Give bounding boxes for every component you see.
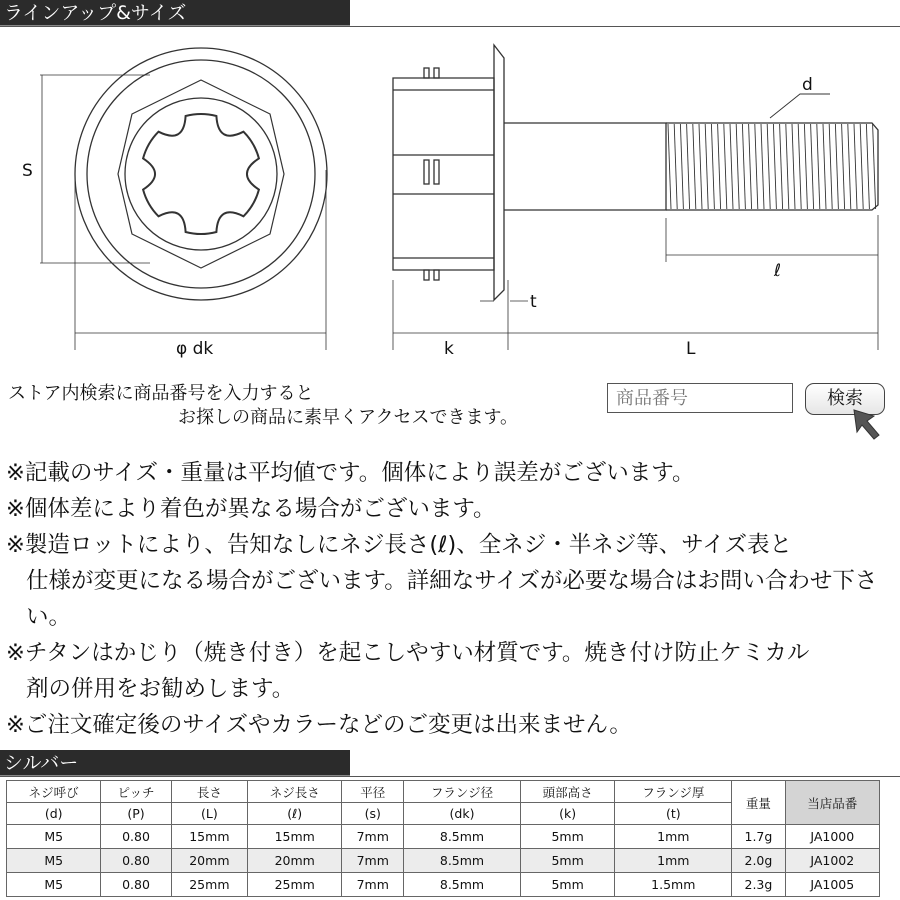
- note-item: ※個体差により着色が異なる場合がございます。: [6, 496, 496, 522]
- header-cell: (d): [7, 803, 101, 825]
- table-cell: 1.5mm: [615, 873, 732, 897]
- section-header-silver: [0, 750, 350, 776]
- thread-line: [786, 124, 789, 209]
- thread-line: [687, 124, 690, 209]
- table-cell: 5mm: [520, 849, 614, 873]
- table-cell: 8.5mm: [404, 873, 521, 897]
- table-cell: 5mm: [520, 873, 614, 897]
- header-cell: ネジ呼び: [7, 781, 101, 803]
- thread-line: [829, 124, 832, 209]
- table-cell: 8.5mm: [404, 825, 521, 849]
- thread-line: [848, 124, 851, 209]
- table-row: [7, 849, 880, 873]
- label-s: S: [22, 161, 33, 181]
- thread-line: [711, 124, 714, 209]
- notes-list: [6, 455, 896, 743]
- thread-line: [854, 124, 857, 209]
- table-cell: 0.80: [101, 849, 171, 873]
- header-cell: 重量: [732, 781, 785, 825]
- table-cell: M5: [7, 825, 101, 849]
- header-cell: (P): [101, 803, 171, 825]
- thread-line: [705, 124, 708, 209]
- divider: [0, 26, 900, 27]
- thread-line: [699, 124, 702, 209]
- table-cell: 0.80: [101, 825, 171, 849]
- thread-line: [749, 124, 752, 209]
- note-item: ※製造ロットにより、告知なしにネジ長さ(ℓ)、全ネジ・半ネジ等、サイズ表と 仕様が変更になる場合がございます。詳細なサイズが必要な場合はお問い合わせ下さい。: [6, 532, 878, 630]
- table-cell: JA1000: [785, 825, 879, 849]
- note-item: ※ご注文確定後のサイズやカラーなどのご変更は出来ません。: [6, 712, 632, 738]
- header-cell: フランジ径: [404, 781, 521, 803]
- search-button[interactable]: 検索: [805, 383, 885, 415]
- thread-line: [773, 124, 776, 209]
- bolt-head-front-view: [75, 48, 327, 300]
- header-cell: (k): [520, 803, 614, 825]
- note-item: ※チタンはかじり（焼き付き）を起こしやすい材質です。焼き付け防止ケミカル 剤の併用をお勧めします。: [6, 640, 810, 702]
- header-cell: 頭部高さ: [520, 781, 614, 803]
- search-hint-line1: ストア内検索に商品番号を入力すると: [8, 383, 314, 404]
- label-k: k: [444, 339, 454, 359]
- label-d: d: [802, 75, 813, 95]
- spec-table: [6, 780, 880, 897]
- table-cell: 7mm: [342, 873, 404, 897]
- section-title: シルバー: [4, 752, 79, 774]
- table-header-row-top: [7, 781, 880, 803]
- header-cell: フランジ厚: [615, 781, 732, 803]
- thread-line: [724, 124, 727, 209]
- table-cell: 25mm: [248, 873, 342, 897]
- thread-line: [792, 124, 795, 209]
- header-cell: 長さ: [171, 781, 247, 803]
- thread-line: [866, 124, 869, 209]
- thread-line: [693, 124, 696, 209]
- table-cell: JA1005: [785, 873, 879, 897]
- divider: [0, 776, 900, 777]
- thread-line: [742, 124, 745, 209]
- table-cell: M5: [7, 849, 101, 873]
- table-cell: 5mm: [520, 825, 614, 849]
- header-cell: (t): [615, 803, 732, 825]
- header-cell: ピッチ: [101, 781, 171, 803]
- search-hint: [8, 382, 518, 430]
- label-thread-length: ℓ: [774, 261, 782, 281]
- thread-line: [798, 124, 801, 209]
- section-header-lineup: [0, 0, 350, 26]
- thread-line: [767, 124, 770, 209]
- thread-line: [761, 124, 764, 209]
- table-cell: 8.5mm: [404, 849, 521, 873]
- section-title: ラインアップ&サイズ: [4, 2, 187, 24]
- table-cell: 20mm: [171, 849, 247, 873]
- thread-line: [873, 124, 876, 209]
- table-cell: 20mm: [248, 849, 342, 873]
- table-cell: 2.3g: [732, 873, 785, 897]
- table-cell: 15mm: [248, 825, 342, 849]
- product-number-input[interactable]: [607, 383, 793, 413]
- thread-line: [755, 124, 758, 209]
- note-item: ※記載のサイズ・重量は平均値です。個体により誤差がございます。: [6, 460, 695, 486]
- thread-line: [842, 124, 845, 209]
- table-cell: 2.0g: [732, 849, 785, 873]
- thread-line: [674, 124, 677, 209]
- table-cell: 25mm: [171, 873, 247, 897]
- thread-line: [860, 124, 863, 209]
- thread-line: [835, 124, 838, 209]
- thread-line: [730, 124, 733, 209]
- header-cell: (ℓ): [248, 803, 342, 825]
- table-cell: 1mm: [615, 825, 732, 849]
- header-cell: (dk): [404, 803, 521, 825]
- header-cell: (L): [171, 803, 247, 825]
- table-cell: 15mm: [171, 825, 247, 849]
- table-cell: 7mm: [342, 849, 404, 873]
- table-cell: M5: [7, 873, 101, 897]
- table-cell: 0.80: [101, 873, 171, 897]
- thread-line: [823, 124, 826, 209]
- thread-line: [804, 124, 807, 209]
- header-cell: 平径: [342, 781, 404, 803]
- thread-line: [817, 124, 820, 209]
- thread-line: [680, 124, 683, 209]
- bolt-dimension-diagram: [0, 30, 900, 360]
- table-row: [7, 873, 880, 897]
- header-cell: 当店品番: [785, 781, 879, 825]
- table-cell: 7mm: [342, 825, 404, 849]
- thread-line: [780, 124, 783, 209]
- label-t: t: [530, 292, 537, 312]
- search-hint-line2: お探しの商品に素早くアクセスできます。: [178, 407, 519, 428]
- table-cell: JA1002: [785, 849, 879, 873]
- cursor-arrow-icon: [852, 408, 892, 442]
- header-cell: (s): [342, 803, 404, 825]
- thread-line: [668, 124, 671, 209]
- label-dk: φ dk: [176, 339, 214, 359]
- header-cell: ネジ長さ: [248, 781, 342, 803]
- table-row: [7, 825, 880, 849]
- thread-line: [736, 124, 739, 209]
- thread-line: [811, 124, 814, 209]
- table-cell: 1mm: [615, 849, 732, 873]
- table-cell: 1.7g: [732, 825, 785, 849]
- label-l-total: L: [686, 339, 696, 359]
- thread-line: [718, 124, 721, 209]
